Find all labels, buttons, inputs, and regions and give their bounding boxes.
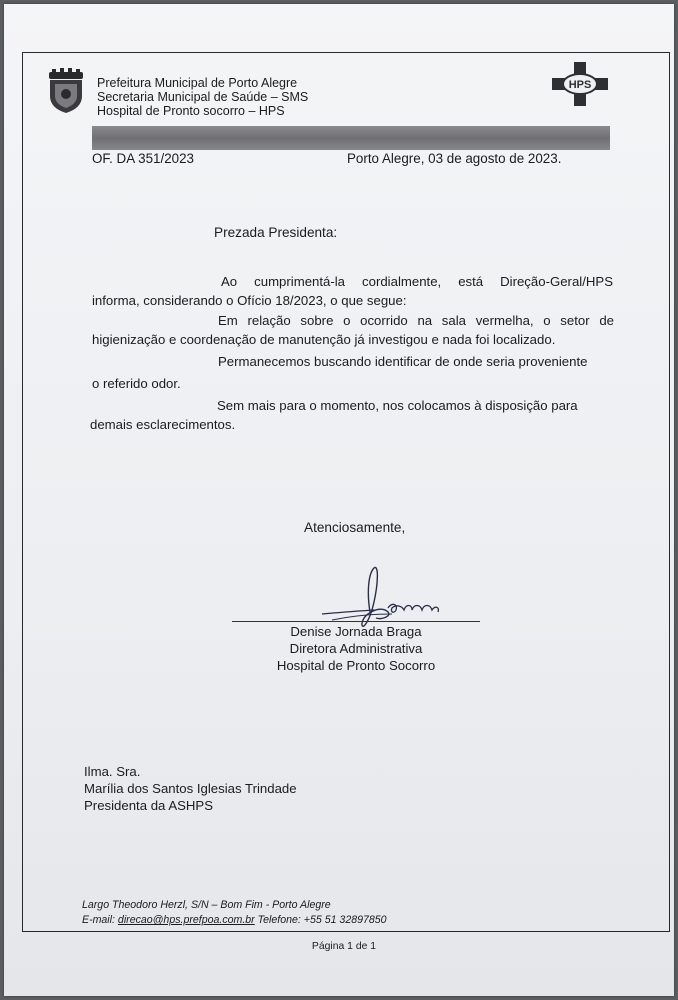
closing: Atenciosamente, bbox=[304, 520, 406, 535]
recipient-name: Marília dos Santos Iglesias Trindade bbox=[84, 781, 297, 796]
paragraph-3-line-1: Permanecemos buscando identificar de onde seria proveniente bbox=[218, 354, 588, 369]
office-number: OF. DA 351/2023 bbox=[92, 151, 194, 166]
paragraph-4-line-1: Sem mais para o momento, nos colocamos à disposição para bbox=[217, 398, 578, 413]
footer-contact bbox=[82, 914, 387, 926]
signatory-organization: Hospital de Pronto Socorro bbox=[276, 658, 436, 673]
paragraph-2-line-2: higienização e coordenação de manutenção já investigou e nada foi localizado. bbox=[92, 332, 556, 347]
header-hospital: Hospital de Pronto socorro – HPS bbox=[97, 104, 285, 118]
city-coat-of-arms-logo bbox=[46, 68, 86, 114]
header-separator-bar bbox=[92, 126, 610, 150]
signatory-name: Denise Jornada Braga bbox=[290, 624, 422, 639]
salutation: Prezada Presidenta: bbox=[214, 225, 338, 240]
signatory-role: Diretora Administrativa bbox=[289, 641, 423, 656]
svg-text:HPS: HPS bbox=[568, 79, 592, 91]
recipient-title: Ilma. Sra. bbox=[84, 764, 141, 779]
footer-email-link[interactable]: direcao@hps.prefpoa.com.br bbox=[117, 914, 255, 926]
letter-page bbox=[4, 4, 674, 996]
paragraph-1-line-1: Ao cumprimentá-la cordialmente, está Direção-Geral/HPS bbox=[221, 274, 613, 289]
paragraph-1-line-2: informa, considerando o Ofício 18/2023, o que segue: bbox=[92, 293, 407, 308]
place-date: Porto Alegre, 03 de agosto de 2023. bbox=[347, 151, 562, 166]
hps-logo bbox=[552, 62, 608, 106]
footer-phone: Telefone: +55 51 32897850 bbox=[257, 914, 387, 926]
paragraph-4-line-2: demais esclarecimentos. bbox=[90, 417, 236, 432]
recipient-role: Presidenta da ASHPS bbox=[84, 798, 214, 813]
footer-email-label: E-mail: bbox=[82, 914, 115, 926]
paragraph-2-line-1: Em relação sobre o ocorrido na sala vermelha, o setor de bbox=[218, 313, 614, 328]
header-city-hall: Prefeitura Municipal de Porto Alegre bbox=[97, 76, 298, 90]
header-health-secretariat: Secretaria Municipal de Saúde – SMS bbox=[97, 90, 309, 104]
page-number: Página 1 de 1 bbox=[311, 941, 377, 952]
paragraph-3-line-2: o referido odor. bbox=[92, 376, 181, 391]
footer-address: Largo Theodoro Herzl, S/N – Bom Fim - Porto Alegre bbox=[82, 899, 331, 911]
